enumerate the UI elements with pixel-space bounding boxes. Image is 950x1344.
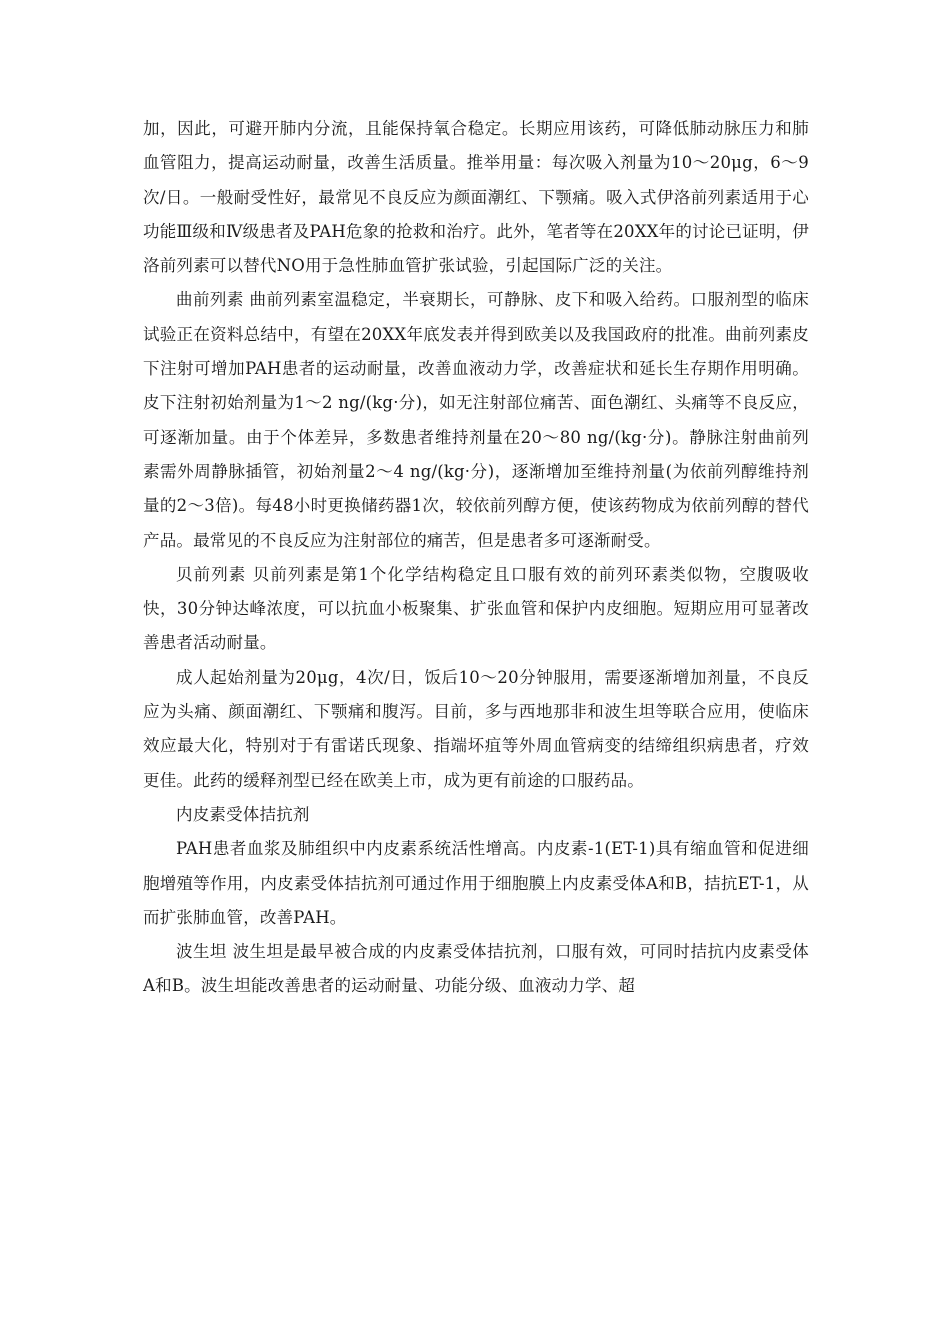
paragraph-endothelin-system: PAH患者血浆及肺组织中内皮素系统活性增高。内皮素-1(ET-1)具有缩血管和促进细胞增殖等作用，内皮素受体拮抗剂可通过作用于细胞膜上内皮素受体A和B，拮抗ET-1，从而扩张肺血管，改善PAH。 (143, 839, 809, 927)
paragraph-beraprost: 贝前列素 贝前列素是第1个化学结构稳定且口服有效的前列环素类似物，空腹吸收快，30分钟达峰浓度，可以抗血小板聚集、扩张血管和保护内皮细胞。短期应用可显著改善患者活动耐量。 (143, 564, 809, 653)
section-heading-endothelin-antagonists: 内皮素受体拮抗剂 (176, 804, 310, 824)
paragraph-beraprost-dosage: 成人起始剂量为20μg，4次/日，饭后10～20分钟服用，需要逐渐增加剂量，不良反应为头痛、颜面潮红、下颚痛和腹泻。目前，多与西地那非和波生坦等联合应用，使临床效应最大化，特别对于有雷诺氏现象、指端坏疽等外周血管病变的结缔组织病患者，疗效更佳。此药的缓释剂型已经在欧美上市，成为更有前途的口服药品。 (143, 667, 809, 790)
paragraph-bosentan: 波生坦 波生坦是最早被合成的内皮素受体拮抗剂，口服有效，可同时拮抗内皮素受体A和B。波生坦能改善患者的运动耐量、功能分级、血液动力学、超 (143, 942, 809, 996)
document-page (143, 112, 809, 1004)
paragraph-treprostinil: 曲前列素 曲前列素室温稳定，半衰期长，可静脉、皮下和吸入给药。口服剂型的临床试验正在资料总结中，有望在20XX年底发表并得到欧美以及我国政府的批准。曲前列素皮下注射可增加PAH患者的运动耐量，改善血液动力学，改善症状和延长生存期作用明确。皮下注射初始剂量为1～2 ng/(kg·分)，如无注射部位痛苦、面色潮红、头痛等不良反应，可逐渐加量。由于个体差异，多数患者维持剂量在20～80 ng/(kg·分)。静脉注射曲前列素需外周静脉插管，初始剂量2～4 ng/(kg·分)，逐渐增加至维持剂量(为依前列醇维持剂量的2～3倍)。每48小时更换储药器1次，较依前列醇方便，使该药物成为依前列醇的替代产品。最常见的不良反应为注射部位的痛苦，但是患者多可逐渐耐受。 (143, 290, 809, 550)
paragraph-iloprost-continued: 加，因此，可避开肺内分流，且能保持氧合稳定。长期应用该药，可降低肺动脉压力和肺血管阻力，提高运动耐量，改善生活质量。推举用量：每次吸入剂量为10～20μg，6～9次/日。一般耐受性好，最常见不良反应为颜面潮红、下颚痛。吸入式伊洛前列素适用于心功能Ⅲ级和Ⅳ级患者及PAH危象的抢救和治疗。此外，笔者等在20XX年的讨论已证明，伊洛前列素可以替代NO用于急性肺血管扩张试验，引起国际广泛的关注。 (143, 119, 809, 276)
